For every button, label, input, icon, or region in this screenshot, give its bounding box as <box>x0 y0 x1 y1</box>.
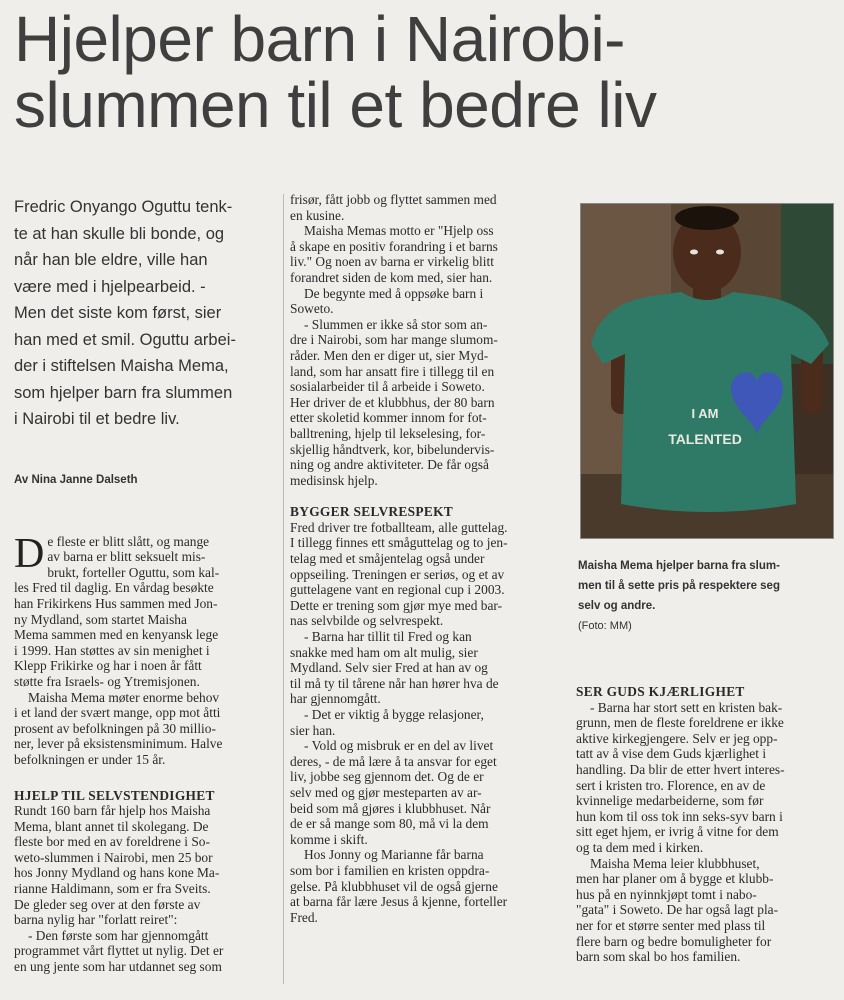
paragraph: - Vold og misbruk er en del av livet deres, - de må lære å ta ansvar for eget liv, jobbe seg gjennom det. Og de er selv med og gjør mesteparten av ar- beid som må gjøres i klubbhuset. Når de er så mange som 80, må vi la dem komme i skift. <box>290 738 497 847</box>
paragraph: Maisha Mema møter enorme behov i et land der svært mange, opp mot åtti prosent av befolkningen på 30 millio- ner, lever på eksistensminimum. Halve befolkningen er under 15 år. <box>14 689 223 767</box>
paragraph: e fleste er blitt slått, og mange av barna er blitt seksuelt mis- brukt, forteller Oguttu, som kal- les Fred til daglig. En vårdag besøkte han Frikirkens Hus sammen med Jon- ny Mydland, som startet Maisha Mema sammen med en kenyansk lege i 1999. Han støttes av sin menighet i Klepp Frikirke og har i noen år fått støtte fra Israels- og Ytremisjonen. <box>14 533 220 689</box>
paragraph: Fred driver tre fotballteam, alle guttelag. I tillegg finnes ett småguttelag og to jen- telag med et småjentelag også under oppseiling. Treningen er seriøs, og et av guttelagene vant en regional cup i 2003. Dette er trening som gjør mye med bar- nas selvbilde og selvrespekt. <box>290 519 508 629</box>
headline-line-1: Hjelper barn i Nairobi- <box>14 3 625 75</box>
byline: Av Nina Janne Dalseth <box>14 474 138 486</box>
shirt-text-line-2: TALENTED <box>668 431 742 447</box>
article-column-2 <box>290 192 558 925</box>
paragraph: - Slummen er ikke så stor som an- dre i Nairobi, som har mange slumom- råder. Men den er diger ut, sier Myd- land, som har ansatt fire i tillegg til en sosialarbeider til å arbeide i Soweto. Her driver de et klubbhus, der 80 barn etter skoletid kommer innom for fot- balltrening, hjelp til lekselesing, for- skjellig håndtverk, kor, bibelundervis- ning og andre aktiviteter. De får også medisinsk hjelp. <box>290 316 498 488</box>
paragraph: - Det er viktig å bygge relasjoner, sier han. <box>290 707 484 738</box>
headline <box>14 3 834 141</box>
paragraph: Rundt 160 barn får hjelp hos Maisha Mema, blant annet til skolegang. De fleste bor med en av foreldrene i So- weto-slummen i Nairobi, men 25 bor hos Jonny Mydland og hans kone Ma- rianne Haldimann, som er fra Sveits. De gleder seg over at den første av barna nylig har "forlatt reiret": <box>14 803 220 928</box>
paragraph: - Barna har tillit til Fred og kan snakke med ham om alt mulig, sier Mydland. Selv sier Fred at han av og til må ty til tårene når han hører hva de har gjennomgått. <box>290 629 499 707</box>
article-column-1 <box>14 518 276 975</box>
paragraph: - Den første som har gjennomgått programmet vårt flyttet ut nylig. Det er en ung jente som har utdannet seg som <box>14 927 224 975</box>
photo-boy-in-talented-shirt <box>580 203 834 539</box>
section-heading: HJELP TIL SELVSTENDIGHET <box>14 787 215 803</box>
lead-paragraph: Fredric Onyango Oguttu tenk- te at han skulle bli bonde, og når han ble eldre, ville han være med i hjelpearbeid. - Men det siste kom først, sier han med et smil. Oguttu arbei- der i stiftelsen Maisha Mema, som hjelper barn fra slummen i Nairobi til et bedre liv. <box>14 198 236 428</box>
photo-caption <box>578 556 834 636</box>
photo-credit: (Foto: MM) <box>578 620 632 632</box>
column-divider <box>283 194 284 984</box>
paragraph: Maisha Mema leier klubbhuset, men har planer om å bygge et klubb- hus på en nyinnkjøpt tomt i nabo- "gata" i Soweto. De har også lagt pla- ner for et større senter med plass til flere barn og bedre bomuligheter for barn som skal bo hos familien. <box>576 855 779 965</box>
drop-cap: D <box>14 530 45 577</box>
headline-line-2: slummen til et bedre liv <box>14 69 657 141</box>
paragraph: - Barna har stort sett en kristen bak- grunn, men de fleste foreldrene er ikke aktive kirkegjengere. Selv er jeg opp- tatt av å vise dem Guds kjærlighet i handling. Da blir de etter hvert interes- sert i kristen tro. Florence, en av de kvinnelige medarbeiderne, som før hun kom til oss tok inn seks-syv barn i sitt eget hjem, er ivrig å vitne for dem og ta dem med i kirken. <box>576 699 785 855</box>
article-column-3 <box>576 684 832 965</box>
paragraph: Hos Jonny og Marianne får barna som bor i familien en kristen oppdra- gelse. På klubbhuset vil de også gjerne at barna får lære Jesus å kjenne, forteller Fred. <box>290 847 508 925</box>
section-heading: SER GUDS KJÆRLIGHET <box>576 684 745 699</box>
section-heading: BYGGER SELVRESPEKT <box>290 504 454 520</box>
paragraph: Maisha Memas motto er "Hjelp oss å skape en positiv forandring i et barns liv." Og noen av barna er virkelig blitt forandret siden de kom med, sier han. <box>290 223 498 285</box>
paragraph: frisør, fått jobb og flyttet sammen med en kusine. <box>290 192 497 223</box>
paragraph: De begynte med å oppsøke barn i Soweto. <box>290 285 484 317</box>
caption-text: Maisha Mema hjelper barna fra slum- men til å sette pris på respektere seg selv og andre. <box>578 560 780 612</box>
photo-illustration <box>581 204 833 538</box>
shirt-text-line-1: I AM <box>691 406 719 421</box>
